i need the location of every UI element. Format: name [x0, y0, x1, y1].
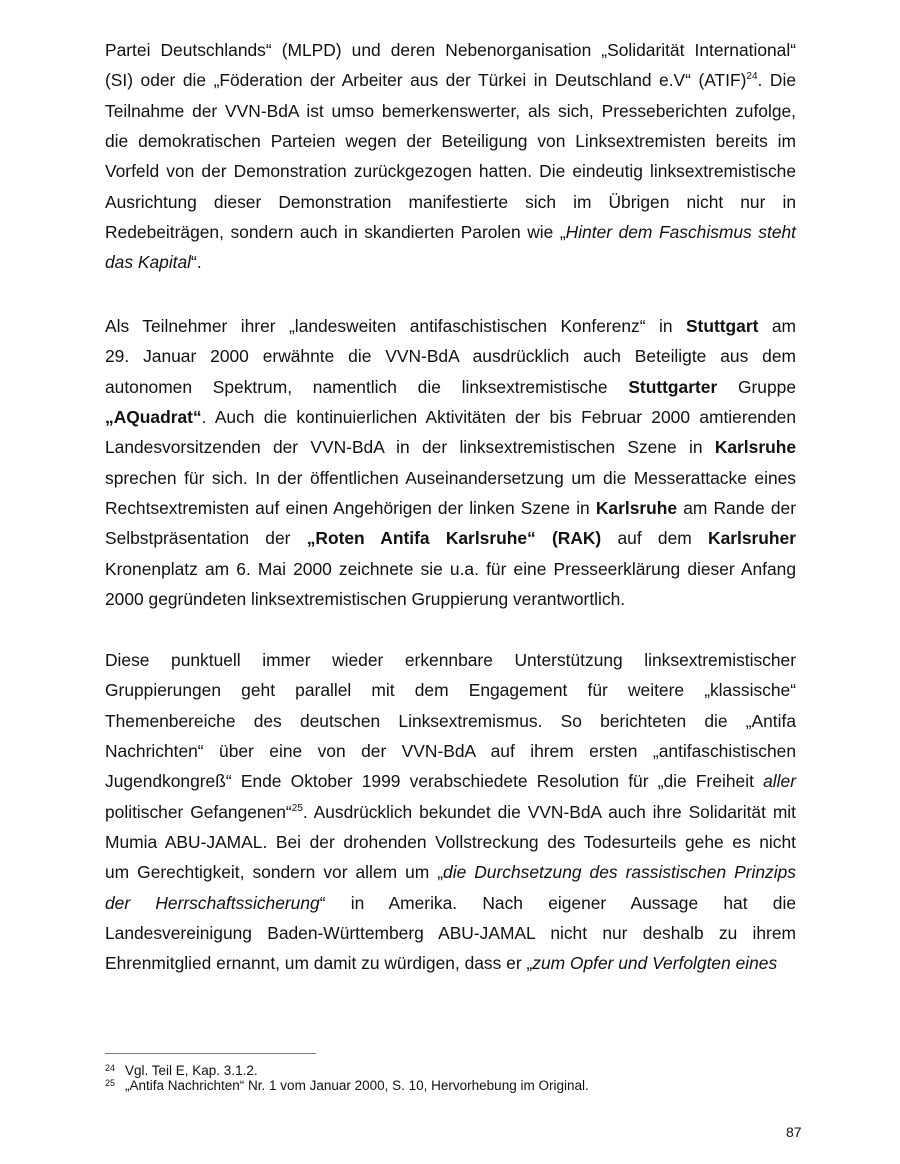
- text-line: [105, 645, 796, 675]
- footnote-number: 24: [105, 1063, 116, 1073]
- italic-text: der Herrschaftssicherung: [105, 892, 320, 913]
- bold-text: Stuttgart: [685, 316, 759, 336]
- text-run: . Die: [757, 70, 796, 91]
- text-run: um Gerechtigkeit, sondern vor allem um „: [105, 862, 444, 883]
- text-line: [105, 675, 796, 705]
- text-run: “.: [191, 252, 202, 273]
- text-run: Vorfeld von der Demonstration zurückgezogen hatten. Die eindeutig linksextremistische: [105, 161, 796, 182]
- text-run: Partei Deutschlands“ (MLPD) und deren Nebenorganisation „Solidarität International“: [105, 40, 796, 60]
- text-run: Jugendkongreß“ Ende Oktober 1999 verabschiedete Resolution für „die Freiheit: [105, 771, 764, 792]
- italic-text: das Kapital: [105, 252, 192, 273]
- text-run: Selbstpräsentation der: [105, 528, 307, 549]
- footnote-text: „Antifa Nachrichten“ Nr. 1 vom Januar 2000, S. 10, Hervorhebung im Original.: [125, 1078, 589, 1093]
- footnote-ref: 25: [291, 802, 303, 814]
- text-line: [105, 402, 796, 432]
- footnote-25: [105, 1076, 589, 1093]
- text-run: die demokratischen Parteien wegen der Beteiligung von Linksextremisten bereits im: [105, 131, 796, 152]
- text-run: Mumia ABU-JAMAL. Bei der drohenden Vollstreckung des Todesurteils gehe es nicht: [105, 832, 796, 853]
- text-line: [105, 156, 796, 186]
- text-line: [105, 463, 796, 493]
- bold-text: „AQuadrat“: [105, 407, 202, 428]
- footnote-separator: [105, 1053, 316, 1054]
- text-run: “ in Amerika. Nach eigener Aussage hat die: [319, 892, 797, 913]
- text-run: Themenbereiche des deutschen Linksextremismus. So berichteten die „Antifa: [105, 710, 796, 731]
- text-run: Ehrenmitglied ernannt, um damit zu würdigen, dass er „: [105, 953, 533, 974]
- italic-text: die Durchsetzung des rassistischen Prinzips: [443, 862, 796, 883]
- bold-text: Stuttgarter: [628, 376, 718, 397]
- text-run: Nachrichten“ über eine von der VVN-BdA auf ihrem ersten „antifaschistischen: [105, 741, 796, 762]
- text-run: am Rande der: [677, 498, 796, 519]
- text-line: [105, 341, 796, 371]
- text-run: am: [758, 316, 796, 336]
- footnote-text: Vgl. Teil E, Kap. 3.1.2.: [125, 1063, 258, 1078]
- text-line: [105, 35, 796, 65]
- paragraph-1: [105, 35, 796, 278]
- footnote-ref: 24: [746, 71, 758, 83]
- bold-text: Karlsruhe: [595, 498, 678, 519]
- text-run: Als Teilnehmer ihrer „landesweiten antifaschistischen Konferenz“ in: [105, 316, 686, 336]
- text-run: 29. Januar 2000 erwähnte die VVN-BdA ausdrücklich auch Beteiligte aus dem: [105, 346, 796, 367]
- text-line: [105, 65, 796, 95]
- text-line: [105, 311, 796, 341]
- italic-text: aller: [763, 771, 796, 792]
- bold-text: „Roten Antifa Karlsruhe“ (RAK): [306, 528, 602, 549]
- text-run: Landesvorsitzenden der VVN-BdA in der linksextremistischen Szene in: [105, 437, 715, 458]
- text-line: [105, 888, 796, 918]
- text-line: [105, 554, 796, 584]
- text-run: Teilnahme der VVN-BdA ist umso bemerkenswerter, als sich, Presseberichten zufolge,: [105, 100, 796, 121]
- text-line: [105, 372, 796, 402]
- page-number: 87: [786, 1124, 802, 1140]
- text-line: [105, 857, 796, 887]
- text-run: auf dem: [601, 528, 709, 549]
- text-run: Gruppierungen geht parallel mit dem Engagement für weitere „klassische“: [105, 680, 796, 701]
- text-run: Rechtsextremisten auf einen Angehörigen der linken Szene in: [105, 498, 596, 519]
- text-line: [105, 96, 796, 126]
- text-run: Landesvereinigung Baden-Württemberg ABU-JAMAL nicht nur deshalb zu ihrem: [105, 923, 796, 944]
- text-line: [105, 706, 796, 736]
- text-run: (SI) oder die „Föderation der Arbeiter aus der Türkei in Deutschland e.V“ (ATIF): [105, 70, 747, 91]
- text-line: [105, 187, 796, 217]
- bold-text: Karlsruhe: [714, 437, 796, 458]
- text-line: [105, 827, 796, 857]
- text-line: [105, 432, 796, 462]
- bold-text: Karlsruher: [708, 528, 796, 549]
- text-line: [105, 797, 796, 827]
- text-run: . Ausdrücklich bekundet die VVN-BdA auch ihre Solidarität mit: [302, 801, 797, 822]
- text-line: [105, 523, 796, 553]
- text-run: . Auch die kontinuierlichen Aktivitäten der bis Februar 2000 amtierenden: [201, 407, 796, 428]
- text-run: sprechen für sich. In der öffentlichen Auseinandersetzung um die Messerattacke eines: [105, 467, 796, 488]
- text-run: 2000 gegründeten linksextremistischen Gruppierung verantwortlich.: [105, 589, 626, 610]
- text-line: [105, 247, 796, 277]
- text-line: [105, 736, 796, 766]
- text-line: [105, 948, 796, 978]
- text-run: politischer Gefangenen“: [105, 801, 292, 822]
- text-run: Kronenplatz am 6. Mai 2000 zeichnete sie u.a. für eine Presseerklärung dieser Anfang: [105, 558, 796, 579]
- paragraph-2: [105, 311, 796, 614]
- italic-text: Hinter dem Faschismus steht: [565, 222, 796, 243]
- text-run: Ausrichtung dieser Demonstration manifestierte sich im Übrigen nicht nur in: [105, 191, 796, 212]
- paragraph-3: [105, 645, 796, 979]
- text-run: Redebeiträgen, sondern auch in skandierten Parolen wie „: [105, 222, 566, 243]
- text-line: [105, 766, 796, 796]
- text-run: Gruppe: [717, 376, 796, 397]
- text-line: [105, 918, 796, 948]
- text-run: autonomen Spektrum, namentlich die linksextremistische: [105, 376, 629, 397]
- text-line: [105, 493, 796, 523]
- text-run: Diese punktuell immer wieder erkennbare Unterstützung linksextremistischer: [105, 650, 796, 670]
- footnote-number: 25: [105, 1078, 116, 1088]
- italic-text: zum Opfer und Verfolgten eines: [532, 953, 778, 974]
- text-line: [105, 217, 796, 247]
- text-line: [105, 584, 796, 614]
- text-line: [105, 126, 796, 156]
